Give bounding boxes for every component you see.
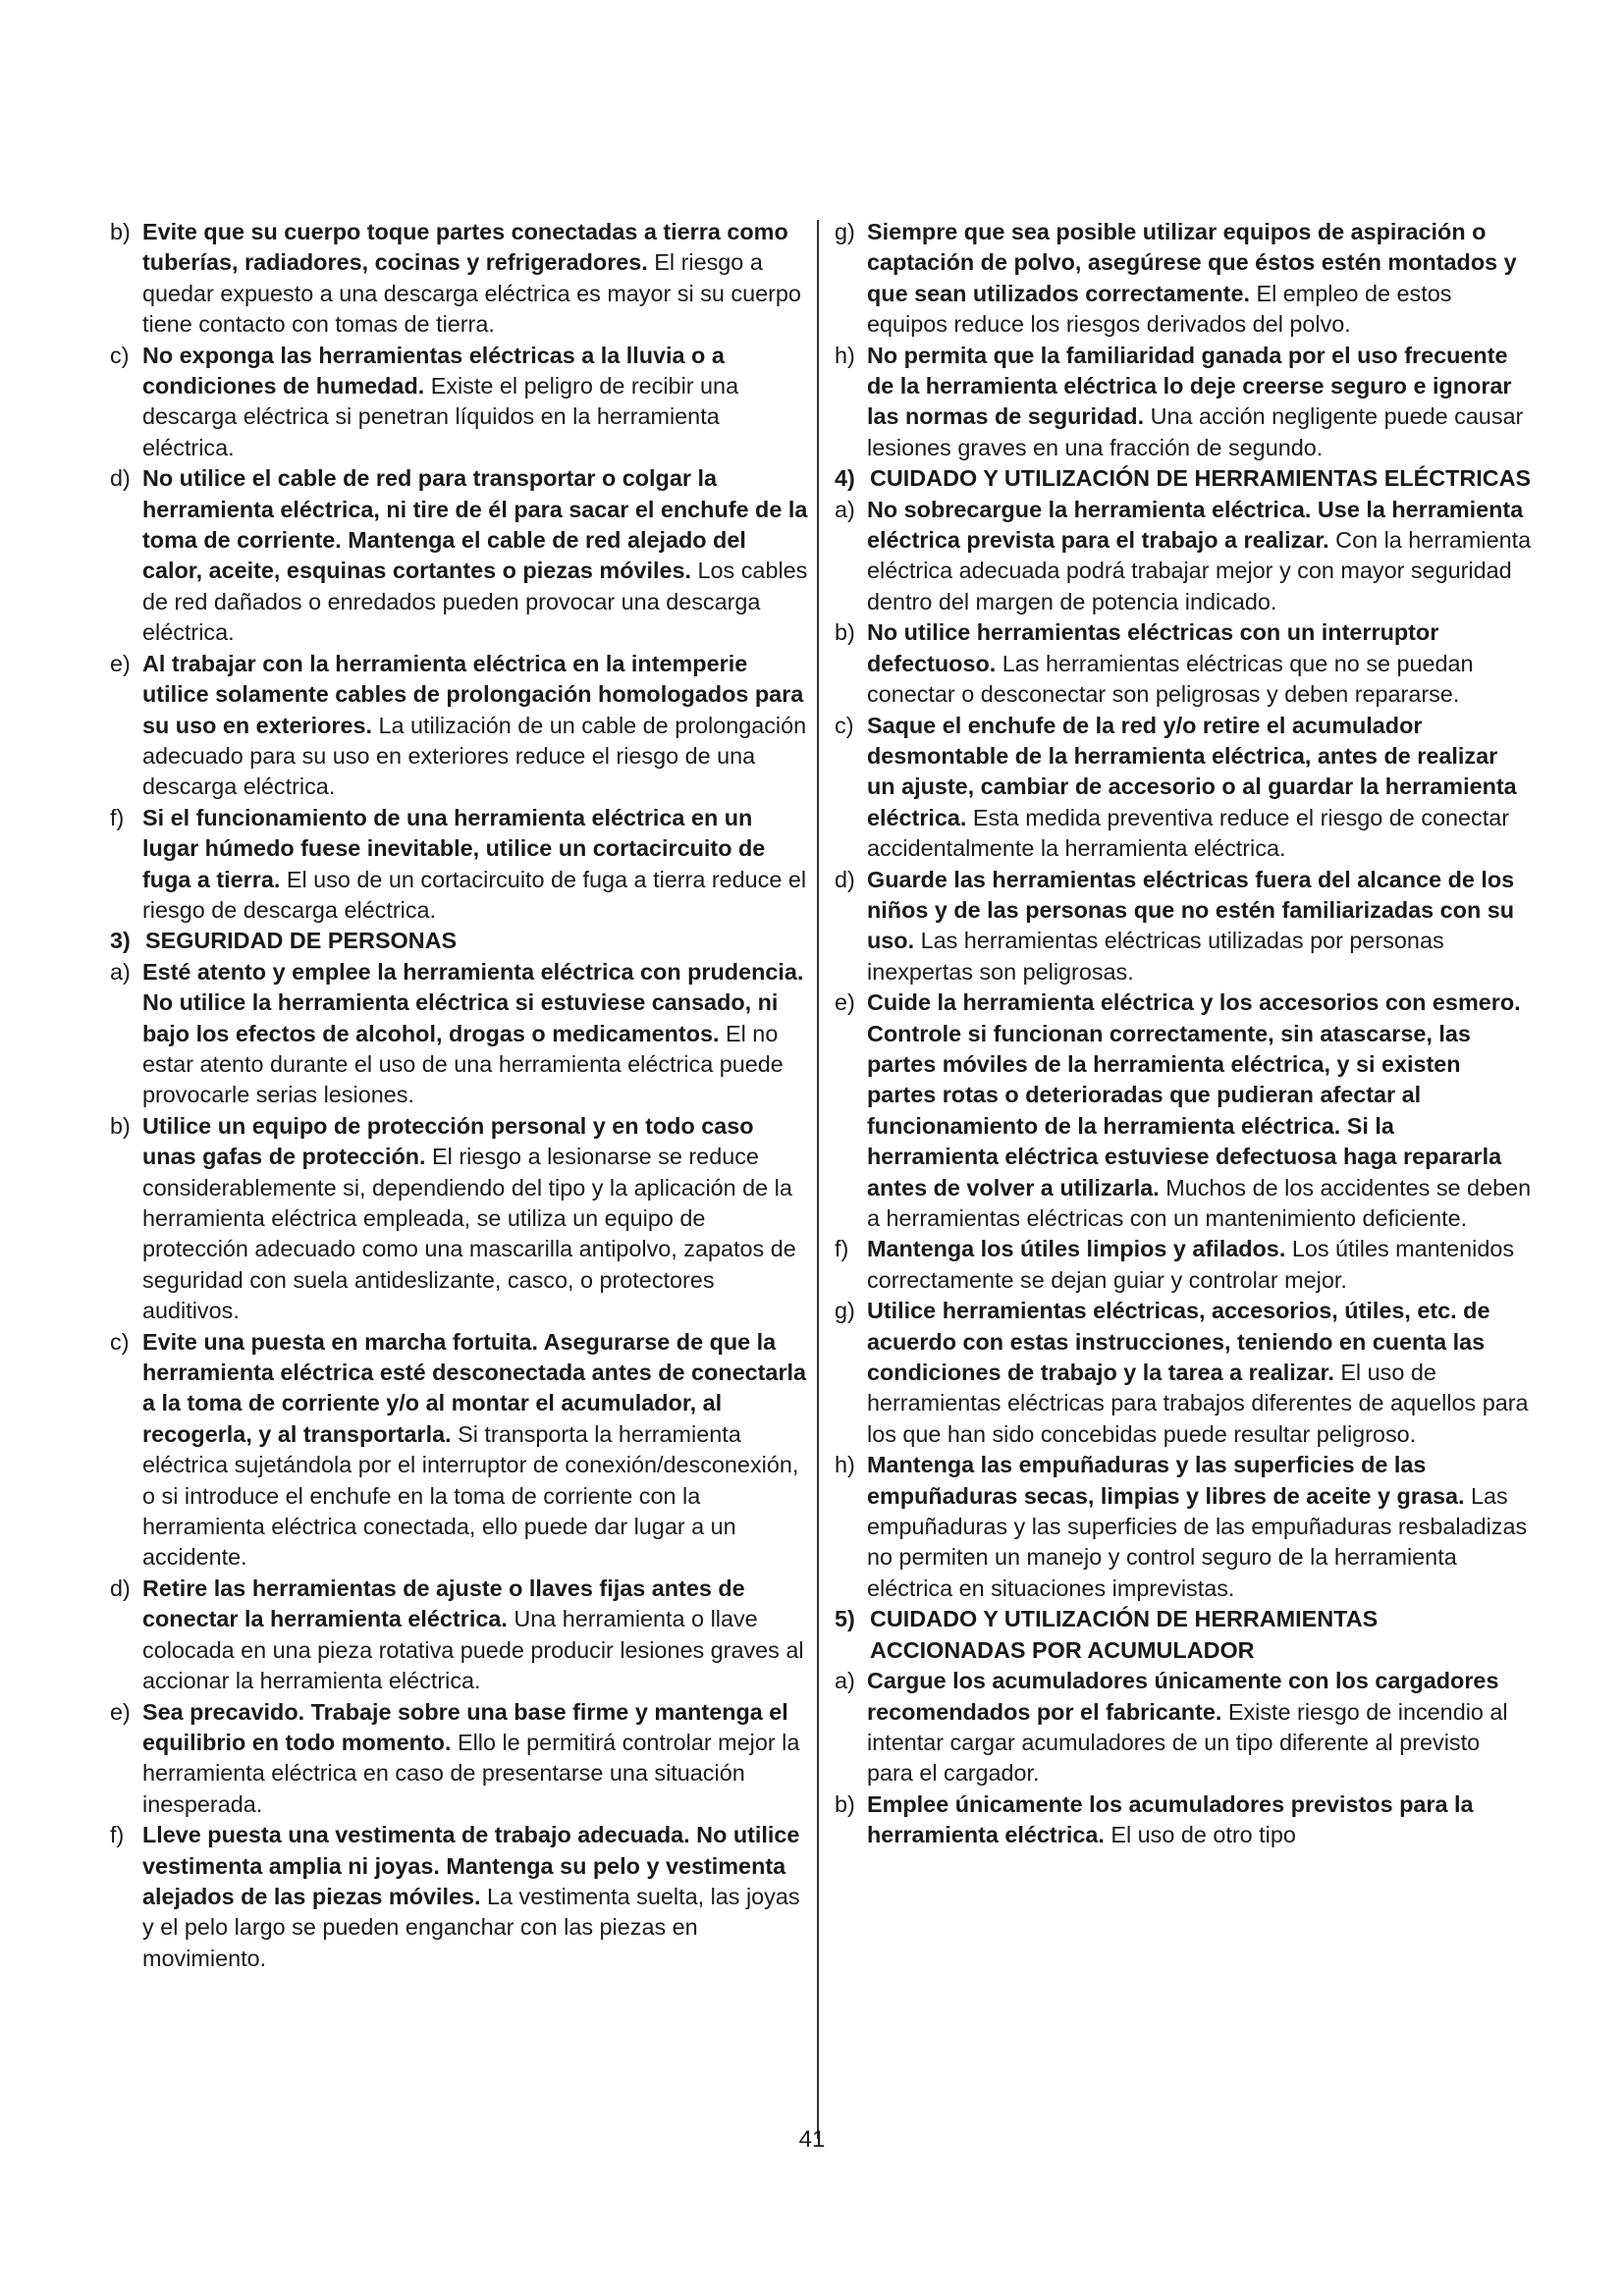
item-body xyxy=(867,1296,1532,1450)
item-body xyxy=(142,957,809,1111)
item-marker: g) xyxy=(835,1298,855,1324)
list-item xyxy=(835,217,1532,341)
item-marker: b) xyxy=(110,219,131,244)
item-marker: b) xyxy=(835,1790,855,1817)
item-normal-text: El uso de herramientas eléctricas para trabajos diferentes de aquellos para los que han sido concebidas puede resultar peligroso. xyxy=(867,1360,1529,1447)
item-body xyxy=(867,1234,1532,1296)
item-bold-text: No exponga las herramientas eléctricas a la lluvia o a condiciones de humedad. xyxy=(142,342,725,400)
item-bold-text: Al trabajar con la herramienta eléctrica en la intemperie utilice solamente cables de prolongación homologados para su uso en exteriores. xyxy=(142,650,804,738)
item-bold-text: Si el funcionamiento de una herramienta eléctrica en un lugar húmedo fuese inevitable, utilice un cortacircuito de fuga a tierra. xyxy=(142,804,766,892)
item-body xyxy=(867,865,1532,988)
item-marker: h) xyxy=(835,342,855,368)
list-item xyxy=(110,1327,809,1574)
item-marker: b) xyxy=(835,619,855,646)
column-divider xyxy=(817,220,819,2139)
list-item xyxy=(835,865,1532,988)
item-marker: a) xyxy=(110,958,131,985)
item-normal-text: Una acción negligente puede causar lesiones graves en una fracción de segundo. xyxy=(867,403,1524,460)
list-item xyxy=(110,1820,809,1974)
item-normal-text: El riesgo a quedar expuesto a una descarga eléctrica es mayor si su cuerpo tiene contacto con tomas de tierra. xyxy=(142,249,801,338)
item-marker: d) xyxy=(835,866,855,892)
list-item xyxy=(835,1296,1532,1450)
item-normal-text: El uso de un cortacircuito de fuga a tierra reduce el riesgo de descarga eléctrica. xyxy=(142,866,807,923)
left-items-after xyxy=(110,957,809,1974)
item-marker: d) xyxy=(110,1575,131,1601)
item-bold-text: Saque el enchufe de la red y/o retire el acumulador desmontable de la herramienta eléctrica, antes de realizar un ajuste, cambiar de accesorio o al guardar la herramienta eléctrica. xyxy=(867,712,1517,830)
item-normal-text: Muchos de los accidentes se deben a herramientas eléctricas con un mantenimiento deficiente. xyxy=(867,1174,1532,1231)
item-body xyxy=(867,1789,1532,1851)
item-bold-text: Evite que su cuerpo toque partes conectadas a tierra como tuberías, radiadores, cocinas y refrigeradores. xyxy=(142,219,788,276)
item-bold-text: Sea precavido. Trabaje sobre una base firme y mantenga el equilibrio en todo momento. xyxy=(142,1698,788,1755)
item-marker: c) xyxy=(110,1328,130,1355)
heading-text: CUIDADO Y UTILIZACIÓN DE HERRAMIENTAS ELÉCTRICAS xyxy=(870,465,1532,492)
left-items-before xyxy=(110,217,809,926)
list-item xyxy=(835,711,1532,865)
list-item xyxy=(110,649,809,803)
heading-text: SEGURIDAD DE PERSONAS xyxy=(145,928,458,954)
section-heading-4 xyxy=(835,463,1532,494)
item-normal-text: Ello le permitirá controlar mejor la herramienta eléctrica en caso de presentarse una situación inesperada. xyxy=(142,1729,800,1817)
item-body xyxy=(867,1666,1532,1789)
item-body xyxy=(142,463,809,648)
item-marker: g) xyxy=(835,219,855,244)
list-item xyxy=(110,341,809,464)
right-items-after xyxy=(835,1666,1532,1850)
list-item xyxy=(110,803,809,927)
item-normal-text: Los cables de red dañados o enredados pueden provocar una descarga eléctrica. xyxy=(142,558,808,646)
section-heading-3 xyxy=(110,926,809,956)
item-normal-text: Los útiles mantenidos correctamente se dejan guiar y controlar mejor. xyxy=(867,1236,1515,1293)
item-body xyxy=(867,341,1532,464)
item-marker: h) xyxy=(835,1452,855,1478)
item-marker: f) xyxy=(110,1822,125,1848)
list-item xyxy=(835,1234,1532,1296)
item-marker: a) xyxy=(835,496,855,522)
item-marker: d) xyxy=(110,465,131,492)
list-item xyxy=(835,1789,1532,1851)
list-item xyxy=(835,1666,1532,1789)
item-normal-text: Las herramientas eléctricas utilizadas por personas inexpertas son peligrosas. xyxy=(867,928,1444,985)
item-bold-text: Cuide la herramienta eléctrica y los accesorios con esmero. Controle si funcionan correctamente, sin atascarse, las partes móviles de la herramienta eléctrica, y si existen partes rotas o deterioradas que pudieran afectar al funcionamiento de la herramienta eléctrica. Si la herramienta eléctrica estuviese defectuosa haga repararla antes de volver a utilizarla. xyxy=(867,989,1521,1201)
item-bold-text: Utilice un equipo de protección personal y en todo caso unas gafas de protección. xyxy=(142,1112,754,1170)
item-bold-text: Evite una puesta en marcha fortuita. Asegurarse de que la herramienta eléctrica esté desconectada antes de conectarla a la toma de corriente y/o al montar el acumulador, al recogerla, y al transportarla. xyxy=(142,1328,807,1447)
item-normal-text: Esta medida preventiva reduce el riesgo de conectar accidentalmente la herramienta eléctrica. xyxy=(867,804,1510,862)
item-normal-text: El riesgo a lesionarse se reduce considerablemente si, dependiendo del tipo y la aplicación de la herramienta eléctrica empleada, se utiliza un equipo de protección adecuado como una mascarilla antipolvo, zapatos de seguridad con suela antideslizante, casco, o protectores auditivos. xyxy=(142,1144,796,1324)
item-bold-text: No utilice el cable de red para transportar o colgar la herramienta eléctrica, ni tire de él para sacar el enchufe de la toma de corriente. Mantenga el cable de red alejado del calor, aceite, esquinas cortantes o piezas móviles. xyxy=(142,465,808,584)
right-items-mid xyxy=(835,495,1532,1605)
item-body xyxy=(142,649,809,803)
item-marker: e) xyxy=(110,1698,131,1725)
item-normal-text: La utilización de un cable de prolongación adecuado para su uso en exteriores reduce el riesgo de una descarga eléctrica. xyxy=(142,712,807,800)
item-body xyxy=(142,1111,809,1327)
item-body xyxy=(142,217,809,341)
item-bold-text: Esté atento y emplee la herramienta eléctrica con prudencia. No utilice la herramienta eléctrica si estuviese cansado, ni bajo los efectos de alcohol, drogas o medicamentos. xyxy=(142,958,804,1046)
item-bold-text: No utilice herramientas eléctricas con un interruptor defectuoso. xyxy=(867,619,1439,676)
item-normal-text: La vestimenta suelta, las joyas y el pelo largo se pueden enganchar con las piezas en movimiento. xyxy=(142,1883,800,1971)
item-normal-text: Con la herramienta eléctrica adecuada podrá trabajar mejor y con mayor seguridad dentro del margen de potencia indicado. xyxy=(867,527,1532,614)
heading-text: CUIDADO Y UTILIZACIÓN DE HERRAMIENTAS ACCIONADAS POR ACUMULADOR xyxy=(870,1606,1379,1663)
list-item xyxy=(835,495,1532,618)
item-marker: b) xyxy=(110,1112,131,1139)
item-bold-text: Emplee únicamente los acumuladores previstos para la herramienta eléctrica. xyxy=(867,1790,1474,1848)
item-marker: f) xyxy=(110,804,125,830)
list-item xyxy=(110,217,809,341)
item-normal-text: El uso de otro tipo xyxy=(1104,1822,1296,1848)
item-body xyxy=(142,1327,809,1574)
right-column xyxy=(835,217,1532,1851)
heading-number: 5) xyxy=(835,1606,855,1632)
list-item xyxy=(110,957,809,1111)
item-marker: f) xyxy=(835,1236,849,1262)
list-item xyxy=(110,1697,809,1821)
item-normal-text: Existe el peligro de recibir una descarga eléctrica si penetran líquidos en la herramienta eléctrica. xyxy=(142,373,739,460)
item-bold-text: Siempre que sea posible utilizar equipos de aspiración o captación de polvo, asegúrese que éstos estén montados y que sean utilizados correctamente. xyxy=(867,219,1517,306)
item-normal-text: Una herramienta o llave colocada en una pieza rotativa puede producir lesiones graves al accionar la herramienta eléctrica. xyxy=(142,1606,804,1694)
item-marker: c) xyxy=(110,342,130,368)
item-body xyxy=(867,711,1532,865)
item-body xyxy=(867,1450,1532,1604)
list-item xyxy=(835,988,1532,1234)
item-bold-text: Utilice herramientas eléctricas, accesorios, útiles, etc. de acuerdo con estas instrucciones, teniendo en cuenta las condiciones de trabajo y la tarea a realizar. xyxy=(867,1298,1490,1386)
section-heading-5 xyxy=(835,1604,1532,1666)
item-bold-text: No sobrecargue la herramienta eléctrica. Use la herramienta eléctrica prevista para el trabajo a realizar. xyxy=(867,496,1524,554)
item-normal-text: El no estar atento durante el uso de una herramienta eléctrica puede provocarle serias lesiones. xyxy=(142,1020,784,1108)
item-body xyxy=(142,1697,809,1821)
item-bold-text: No permita que la familiaridad ganada por el uso frecuente de la herramienta eléctrica lo deje creerse seguro e ignorar las normas de seguridad. xyxy=(867,342,1512,430)
heading-number: 3) xyxy=(110,928,131,954)
item-marker: a) xyxy=(835,1668,855,1694)
item-bold-text: Mantenga los útiles limpios y afilados. xyxy=(867,1236,1286,1262)
item-marker: e) xyxy=(835,989,855,1016)
item-body xyxy=(867,988,1532,1234)
left-column xyxy=(110,217,809,1974)
item-body xyxy=(142,1820,809,1974)
item-normal-text: Las empuñaduras y las superficies de las empuñaduras resbaladizas no permiten un manejo y control seguro de la herramienta eléctrica en situaciones imprevistas. xyxy=(867,1482,1528,1601)
list-item xyxy=(835,1450,1532,1604)
item-bold-text: Lleve puesta una vestimenta de trabajo adecuada. No utilice vestimenta amplia ni joyas. Mantenga su pelo y vestimenta alejados de las piezas móviles. xyxy=(142,1822,800,1909)
list-item xyxy=(835,617,1532,710)
item-normal-text: El empleo de estos equipos reduce los riesgos derivados del polvo. xyxy=(867,280,1452,338)
list-item xyxy=(110,463,809,648)
item-body xyxy=(142,1574,809,1697)
item-body xyxy=(867,495,1532,618)
item-normal-text: Existe riesgo de incendio al intentar cargar acumuladores de un tipo diferente al previsto para el cargador. xyxy=(867,1698,1508,1787)
right-items-before xyxy=(835,217,1532,463)
item-body xyxy=(867,217,1532,341)
list-item xyxy=(835,341,1532,464)
list-item xyxy=(110,1111,809,1327)
item-normal-text: Si transporta la herramienta eléctrica sujetándola por el interruptor de conexión/desconexión, o si introduce el enchufe en la toma de corriente con la herramienta eléctrica conectada, ello puede dar lugar a un accidente. xyxy=(142,1420,799,1571)
heading-number: 4) xyxy=(835,465,855,492)
item-body xyxy=(142,803,809,927)
item-bold-text: Mantenga las empuñaduras y las superficies de las empuñaduras secas, limpias y libres de aceite y grasa. xyxy=(867,1452,1465,1509)
item-body xyxy=(867,617,1532,710)
item-marker: e) xyxy=(110,650,131,676)
item-bold-text: Guarde las herramientas eléctricas fuera del alcance de los niños y de las personas que no estén familiarizadas con su uso. xyxy=(867,866,1515,954)
item-body xyxy=(142,341,809,464)
item-marker: c) xyxy=(835,712,854,738)
item-normal-text: Las herramientas eléctricas que no se puedan conectar o desconectar son peligrosas y deben repararse. xyxy=(867,650,1474,708)
page-number: 41 xyxy=(798,2126,826,2153)
item-bold-text: Cargue los acumuladores únicamente con los cargadores recomendados por el fabricante. xyxy=(867,1668,1499,1725)
item-bold-text: Retire las herramientas de ajuste o llaves fijas antes de conectar la herramienta eléctrica. xyxy=(142,1575,745,1632)
list-item xyxy=(110,1574,809,1697)
